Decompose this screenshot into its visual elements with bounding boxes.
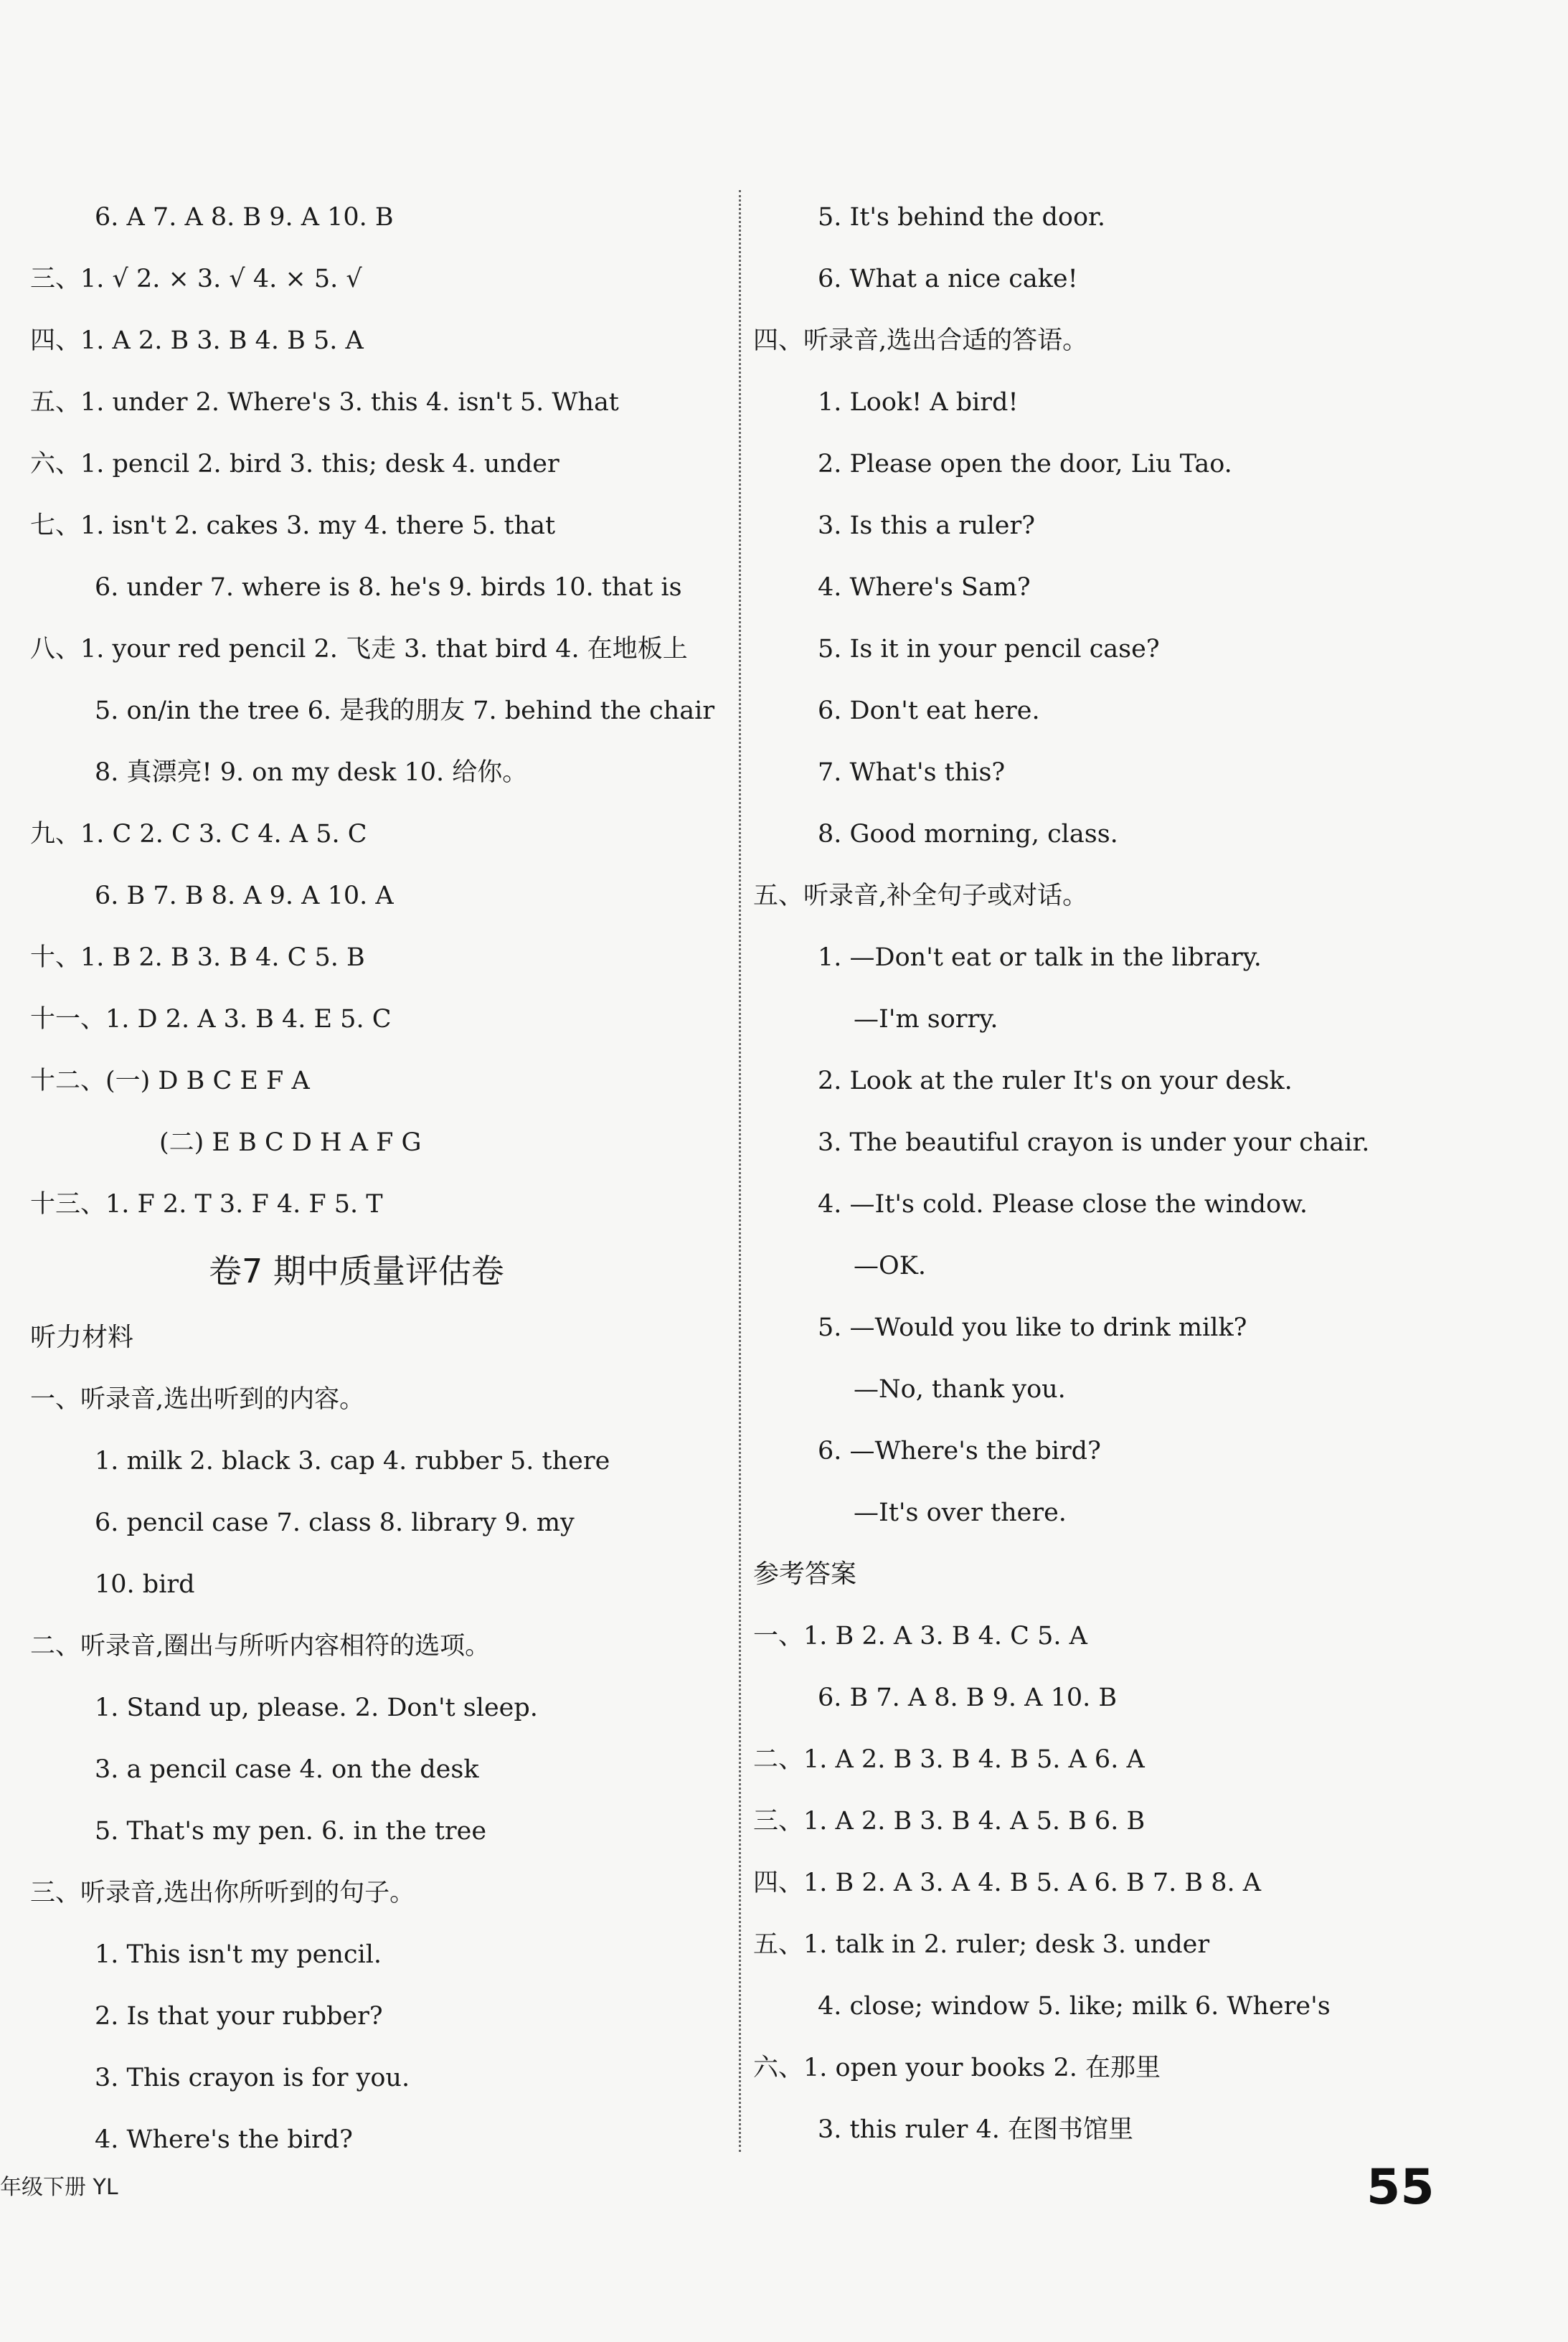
text-line: 八、1. your red pencil 2. 飞走 3. that bird 4. 在地板上 xyxy=(30,635,688,664)
text-line: 2. Look at the ruler It's on your desk. xyxy=(818,1067,1293,1095)
text-line: 四、1. B 2. A 3. A 4. B 5. A 6. B 7. B 8. A xyxy=(753,1869,1262,1897)
text-line: 四、听录音,选出合适的答语。 xyxy=(753,326,1088,355)
text-line: 一、听录音,选出听到的内容。 xyxy=(30,1385,365,1414)
text-line: 二、听录音,圈出与所听内容相符的选项。 xyxy=(30,1632,491,1661)
page-number: 55 xyxy=(1366,2159,1435,2216)
text-line: 3. This crayon is for you. xyxy=(95,2064,410,2092)
text-line: 6. —Where's the bird? xyxy=(818,1437,1101,1465)
text-line: 6. B 7. A 8. B 9. A 10. B xyxy=(818,1684,1118,1712)
text-line: 3. Is this a ruler? xyxy=(818,511,1035,540)
text-line: 6. Don't eat here. xyxy=(818,697,1040,725)
text-line: 一、1. B 2. A 3. B 4. C 5. A xyxy=(753,1622,1087,1651)
text-line: 6. B 7. B 8. A 9. A 10. A xyxy=(95,882,394,910)
text-line: 三、1. A 2. B 3. B 4. A 5. B 6. B xyxy=(753,1807,1146,1836)
text-line: 10. bird xyxy=(95,1570,195,1599)
text-line: 十二、(一) D B C E F A xyxy=(30,1067,310,1095)
text-line: 2. Please open the door, Liu Tao. xyxy=(818,450,1232,478)
section-subheading: 听力材料 xyxy=(30,1323,134,1352)
text-line: 十、1. B 2. B 3. B 4. C 5. B xyxy=(30,943,365,972)
section-subheading: 参考答案 xyxy=(753,1559,857,1589)
text-line: 2. Is that your rubber? xyxy=(95,2002,383,2031)
text-line: —No, thank you. xyxy=(854,1375,1066,1404)
text-line: —I'm sorry. xyxy=(854,1005,998,1034)
text-line: 五、1. talk in 2. ruler; desk 3. under xyxy=(753,1930,1210,1959)
text-line: 6. A 7. A 8. B 9. A 10. B xyxy=(95,203,394,232)
text-line: 4. Where's Sam? xyxy=(818,573,1031,602)
text-line: 3. this ruler 4. 在图书馆里 xyxy=(818,2115,1133,2144)
text-line: 6. pencil case 7. class 8. library 9. my xyxy=(95,1508,575,1537)
text-line: 6. What a nice cake! xyxy=(818,265,1078,293)
text-line: —OK. xyxy=(854,1252,926,1280)
text-line: 五、1. under 2. Where's 3. this 4. isn't 5. What xyxy=(30,388,619,417)
text-line: (二) E B C D H A F G xyxy=(159,1128,422,1157)
left-column xyxy=(30,186,726,2171)
text-line: 6. under 7. where is 8. he's 9. birds 10. that is xyxy=(95,573,682,602)
column-divider xyxy=(739,190,741,2152)
text-line: 六、1. open your books 2. 在那里 xyxy=(753,2054,1161,2082)
text-line: 4. close; window 5. like; milk 6. Where's xyxy=(818,1992,1331,2021)
text-line: 3. The beautiful crayon is under your chair. xyxy=(818,1128,1370,1157)
text-line: 二、1. A 2. B 3. B 4. B 5. A 6. A xyxy=(753,1745,1145,1774)
text-line: 4. Where's the bird? xyxy=(95,2125,353,2154)
footer-grade-label: 年级下册 YL xyxy=(0,2175,118,2200)
text-line: 1. Stand up, please. 2. Don't sleep. xyxy=(95,1694,538,1722)
text-line: 5. It's behind the door. xyxy=(818,203,1106,232)
right-column xyxy=(753,186,1528,2161)
text-line: 5. on/in the tree 6. 是我的朋友 7. behind the chair xyxy=(95,697,715,725)
text-line: 五、听录音,补全句子或对话。 xyxy=(753,882,1088,910)
text-line: 1. Look! A bird! xyxy=(818,388,1019,417)
text-line: 三、听录音,选出你所听到的句子。 xyxy=(30,1879,415,1907)
text-line: 7. What's this? xyxy=(818,758,1006,787)
text-line: 七、1. isn't 2. cakes 3. my 4. there 5. that xyxy=(30,511,556,540)
text-line: 六、1. pencil 2. bird 3. this; desk 4. under xyxy=(30,450,559,478)
text-line: 5. —Would you like to drink milk? xyxy=(818,1313,1247,1342)
text-line: 4. —It's cold. Please close the window. xyxy=(818,1190,1308,1219)
text-line: 8. 真漂亮! 9. on my desk 10. 给你。 xyxy=(95,758,528,787)
text-line: 5. That's my pen. 6. in the tree xyxy=(95,1817,487,1846)
text-line: 十三、1. F 2. T 3. F 4. F 5. T xyxy=(30,1190,383,1219)
text-line: 1. milk 2. black 3. cap 4. rubber 5. there xyxy=(95,1447,610,1475)
text-line: 十一、1. D 2. A 3. B 4. E 5. C xyxy=(30,1005,392,1034)
text-line: 三、1. √ 2. × 3. √ 4. × 5. √ xyxy=(30,265,362,293)
text-line: 1. —Don't eat or talk in the library. xyxy=(818,943,1262,972)
section-title: 卷7 期中质量评估卷 xyxy=(209,1252,504,1290)
text-line: —It's over there. xyxy=(854,1498,1067,1527)
text-line: 1. This isn't my pencil. xyxy=(95,1940,382,1969)
text-line: 5. Is it in your pencil case? xyxy=(818,635,1160,664)
text-line: 四、1. A 2. B 3. B 4. B 5. A xyxy=(30,326,364,355)
text-line: 3. a pencil case 4. on the desk xyxy=(95,1755,479,1784)
text-line: 8. Good morning, class. xyxy=(818,820,1118,849)
text-line: 九、1. C 2. C 3. C 4. A 5. C xyxy=(30,820,367,849)
